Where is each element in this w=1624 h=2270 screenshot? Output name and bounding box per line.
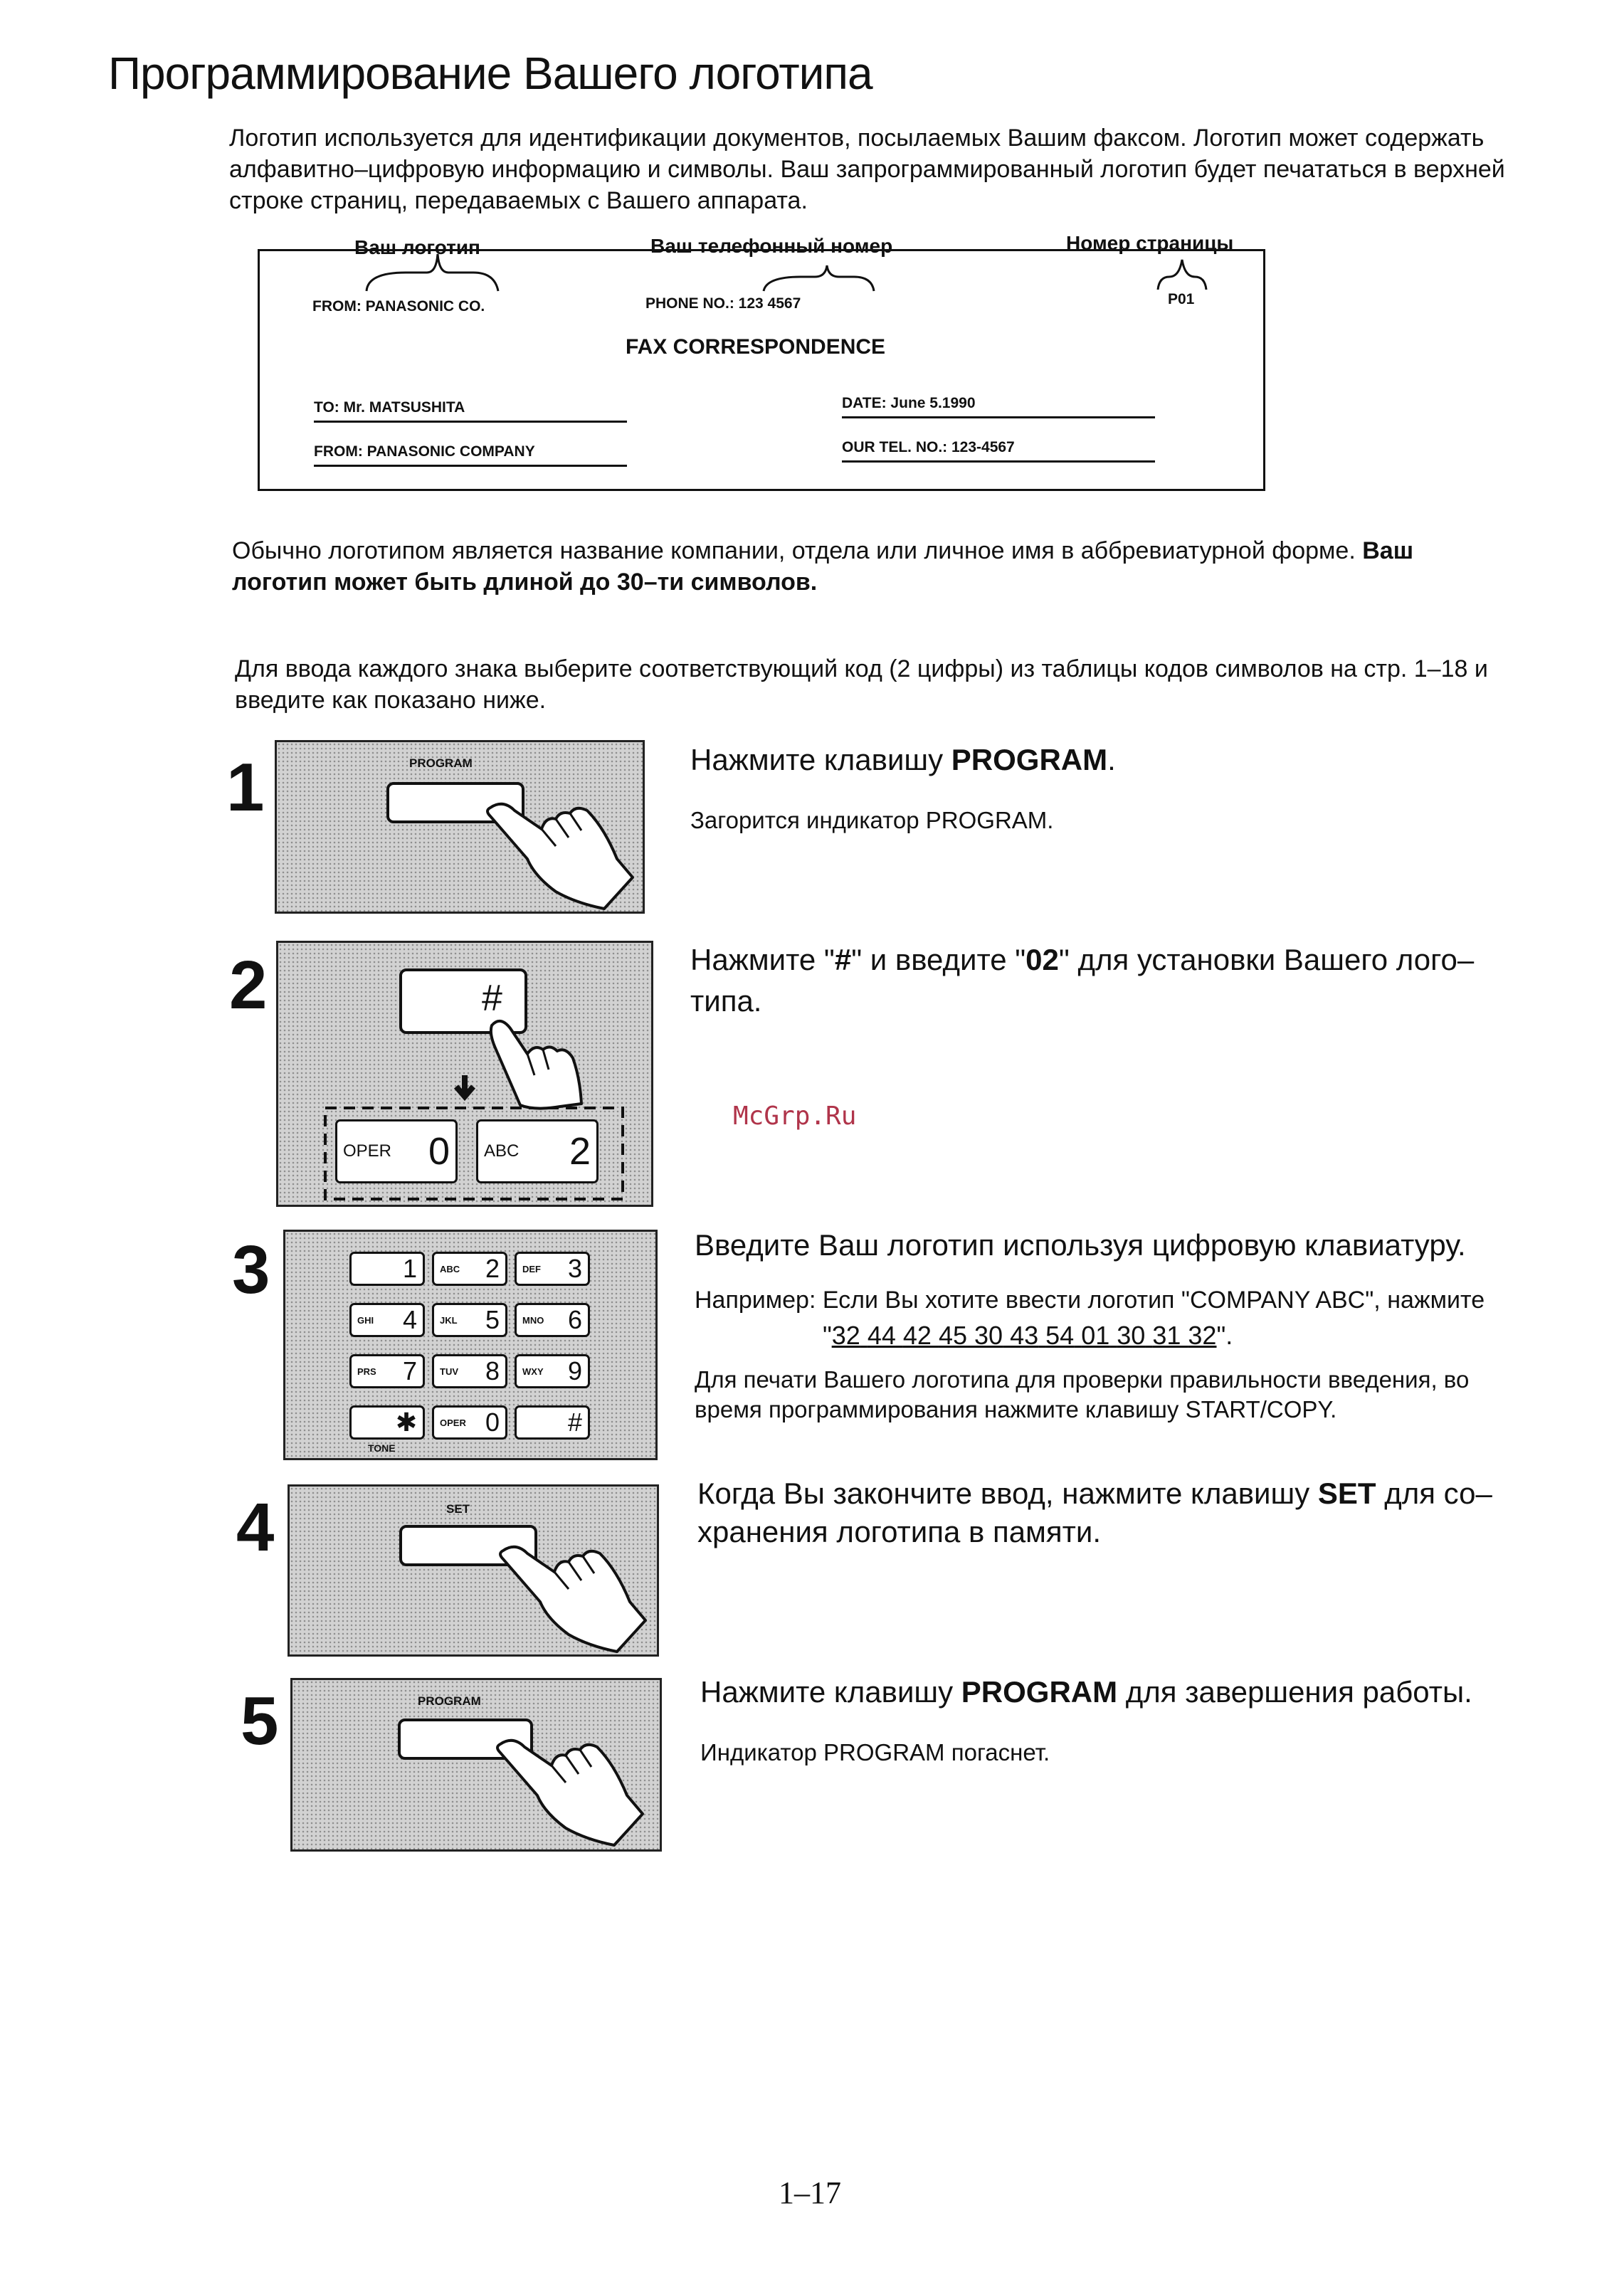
code-item: 44 bbox=[867, 1321, 896, 1350]
step-1-panel bbox=[275, 740, 645, 914]
keypad-key-digit: 9 bbox=[567, 1356, 582, 1385]
keypad-key bbox=[432, 1405, 507, 1440]
program-key-label: PROGRAM bbox=[418, 1694, 481, 1708]
program-key-label: PROGRAM bbox=[409, 756, 473, 770]
keypad-key-digit: 6 bbox=[567, 1305, 582, 1334]
step-5-text-c: для завершения работы. bbox=[1117, 1675, 1472, 1709]
code-item: 43 bbox=[1010, 1321, 1039, 1350]
keypad-key-letters: WXY bbox=[522, 1366, 544, 1377]
keypad-key-digit: 5 bbox=[485, 1305, 500, 1334]
hand-press-icon bbox=[292, 1680, 664, 1854]
page-number: 1–17 bbox=[779, 2175, 841, 2210]
intro-paragraph: Логотип используется для идентификации документов, посылаемых Вашим факсом. Логотип может содержать алфавитно–цифровую информацию и символы. Ваш запрограммированный логотип будет печататься в верхней строке страниц, передаваемых с Вашего аппарата. bbox=[229, 125, 1505, 214]
step-1-heading-end: . bbox=[1107, 743, 1116, 776]
code-item: 42 bbox=[902, 1321, 932, 1350]
step-3-heading: Введите Ваш логотип используя цифровую клавиатуру. bbox=[695, 1228, 1466, 1262]
code-item: 30 bbox=[1117, 1321, 1146, 1350]
sample-our-tel: OUR TEL. NO.: 123-4567 bbox=[842, 439, 1155, 463]
keypad-key-digit: 1 bbox=[402, 1254, 417, 1283]
keypad-key bbox=[515, 1303, 590, 1337]
keypad-key bbox=[432, 1303, 507, 1337]
keypad-key bbox=[349, 1303, 425, 1337]
note-logo-bold: Ваш логотип может быть длиной до 30–ти символов. bbox=[232, 537, 1414, 596]
step-3-print-a: Для печати Вашего логотипа для проверки правильности введения, во bbox=[695, 1366, 1470, 1393]
keypad-key bbox=[432, 1354, 507, 1388]
sample-to: TO: Mr. MATSUSHITA bbox=[314, 399, 627, 423]
sample-page-id: P01 bbox=[1168, 291, 1195, 307]
step-4-text-a: Когда Вы закончите ввод, нажмите клавишу bbox=[697, 1477, 1318, 1510]
code-item: 30 bbox=[974, 1321, 1003, 1350]
step-1-sub: Загорится индикатор PROGRAM. bbox=[690, 807, 1054, 833]
step-5-sub: Индикатор PROGRAM погаснет. bbox=[700, 1739, 1050, 1765]
step-3-number: 3 bbox=[232, 1232, 270, 1308]
step-4-number: 4 bbox=[236, 1489, 275, 1566]
hash-key: # bbox=[482, 978, 502, 1019]
step-2-key-02: 02 bbox=[1025, 943, 1059, 976]
step-4-text-c: для со– bbox=[1376, 1477, 1492, 1510]
keypad-key bbox=[515, 1252, 590, 1286]
step-2-heading bbox=[690, 939, 1474, 1022]
keypad-key-digit: 8 bbox=[485, 1356, 500, 1385]
oper-key-label: OPER bbox=[343, 1141, 392, 1161]
keypad-key-digit: 3 bbox=[567, 1254, 582, 1283]
keypad-key-digit: 0 bbox=[485, 1408, 500, 1437]
sample-fax-page bbox=[258, 249, 1265, 491]
keypad-key-digit: # bbox=[567, 1408, 582, 1437]
code-item: 32 bbox=[1188, 1321, 1217, 1350]
set-key-label: SET bbox=[446, 1502, 470, 1516]
label-your-phone: Ваш телефонный номер bbox=[650, 235, 893, 257]
step-5-key-program: PROGRAM bbox=[961, 1675, 1118, 1709]
step-2-panel bbox=[276, 941, 653, 1207]
keypad-key-letters: PRS bbox=[357, 1366, 376, 1377]
note-logo bbox=[232, 535, 1513, 598]
step-2-text-a: Нажмите " bbox=[690, 943, 835, 976]
step-1-heading bbox=[690, 743, 1116, 777]
step-3-keypad-panel bbox=[283, 1230, 658, 1460]
oper-0-key bbox=[335, 1119, 458, 1183]
code-item: 01 bbox=[1081, 1321, 1110, 1350]
code-item: 54 bbox=[1045, 1321, 1075, 1350]
keypad-key bbox=[432, 1252, 507, 1286]
label-page-number: Номер страницы bbox=[1066, 232, 1234, 254]
step-1-number: 1 bbox=[226, 749, 265, 825]
step-2-text-e: " для установки Вашего лого– bbox=[1058, 943, 1475, 976]
keypad-key-digit: 4 bbox=[402, 1305, 417, 1334]
tone-label: TONE bbox=[368, 1442, 396, 1454]
sample-from-line: FROM: PANASONIC CO. bbox=[312, 298, 485, 315]
step-2-text-c: " и введите " bbox=[851, 943, 1026, 976]
step-5-text-a: Нажмите клавишу bbox=[700, 1675, 961, 1709]
step-5-heading bbox=[700, 1675, 1472, 1709]
step-3-example: Например: Если Вы хотите ввести логотип "COMPANY ABC", нажмите bbox=[695, 1287, 1485, 1314]
step-5-panel bbox=[290, 1678, 662, 1852]
step-2-text-f: типа. bbox=[690, 984, 762, 1018]
code-item: 32 bbox=[831, 1321, 860, 1350]
step-4-text-d: хранения логотипа в памяти. bbox=[697, 1515, 1102, 1548]
step-4-heading bbox=[697, 1474, 1492, 1551]
sample-from-company: FROM: PANASONIC COMPANY bbox=[314, 443, 627, 467]
keypad-key bbox=[515, 1354, 590, 1388]
keypad-key-letters: DEF bbox=[522, 1263, 541, 1274]
step-2-key-hash: # bbox=[834, 943, 852, 976]
abc-2-key bbox=[476, 1119, 599, 1183]
keypad-key bbox=[349, 1252, 425, 1286]
keypad-key-letters: JKL bbox=[440, 1314, 458, 1326]
keypad-key bbox=[515, 1405, 590, 1440]
keypad-key-digit: 2 bbox=[485, 1254, 500, 1283]
step-5-number: 5 bbox=[241, 1683, 279, 1759]
code-item: 31 bbox=[1152, 1321, 1181, 1350]
keypad-key-letters: ABC bbox=[440, 1263, 460, 1274]
step-3-print-b: время программирования нажмите клавишу START/COPY. bbox=[695, 1396, 1337, 1422]
keypad-key-letters: OPER bbox=[440, 1417, 466, 1428]
note-codes: Для ввода каждого знака выберите соответствующий код (2 цифры) из таблицы кодов символов на стр. 1–18 и введите как показано ниже. bbox=[235, 655, 1488, 714]
step-4-key-set: SET bbox=[1317, 1477, 1376, 1510]
step-4-panel bbox=[288, 1484, 659, 1657]
oper-key-digit: 0 bbox=[428, 1130, 450, 1173]
note-logo-text: Обычно логотипом является название компании, отдела или личное имя в аббревиатурной форме. bbox=[232, 537, 1356, 564]
step-1-heading-key: PROGRAM bbox=[951, 743, 1108, 776]
keypad-key-digit: ✱ bbox=[395, 1408, 417, 1437]
hand-press-icon bbox=[290, 1487, 661, 1659]
step-1-heading-text: Нажмите клавишу bbox=[690, 743, 951, 776]
sample-date: DATE: June 5.1990 bbox=[842, 395, 1155, 418]
keypad-key-letters: GHI bbox=[357, 1314, 374, 1326]
code-sequence bbox=[832, 1321, 1217, 1350]
code-item: 45 bbox=[938, 1321, 968, 1350]
watermark: McGrp.Ru bbox=[733, 1102, 857, 1131]
abc-key-label: ABC bbox=[484, 1141, 520, 1161]
keypad-key bbox=[349, 1405, 425, 1440]
step-2-number: 2 bbox=[229, 947, 268, 1023]
keypad-key-letters: TUV bbox=[440, 1366, 458, 1377]
label-your-logo: Ваш логотип bbox=[354, 236, 480, 258]
step-3-codes: "32 44 42 45 30 43 54 01 30 31 32". bbox=[823, 1321, 1233, 1350]
hand-press-icon bbox=[277, 742, 647, 916]
keypad-key-letters: MNO bbox=[522, 1314, 544, 1326]
sample-phone-line: PHONE NO.: 123 4567 bbox=[645, 295, 801, 312]
keypad-key bbox=[349, 1354, 425, 1388]
page-title: Программирование Вашего логотипа bbox=[108, 48, 872, 99]
sample-heading: FAX CORRESPONDENCE bbox=[626, 335, 886, 359]
abc-key-digit: 2 bbox=[569, 1130, 591, 1173]
keypad-key-digit: 7 bbox=[402, 1356, 417, 1385]
